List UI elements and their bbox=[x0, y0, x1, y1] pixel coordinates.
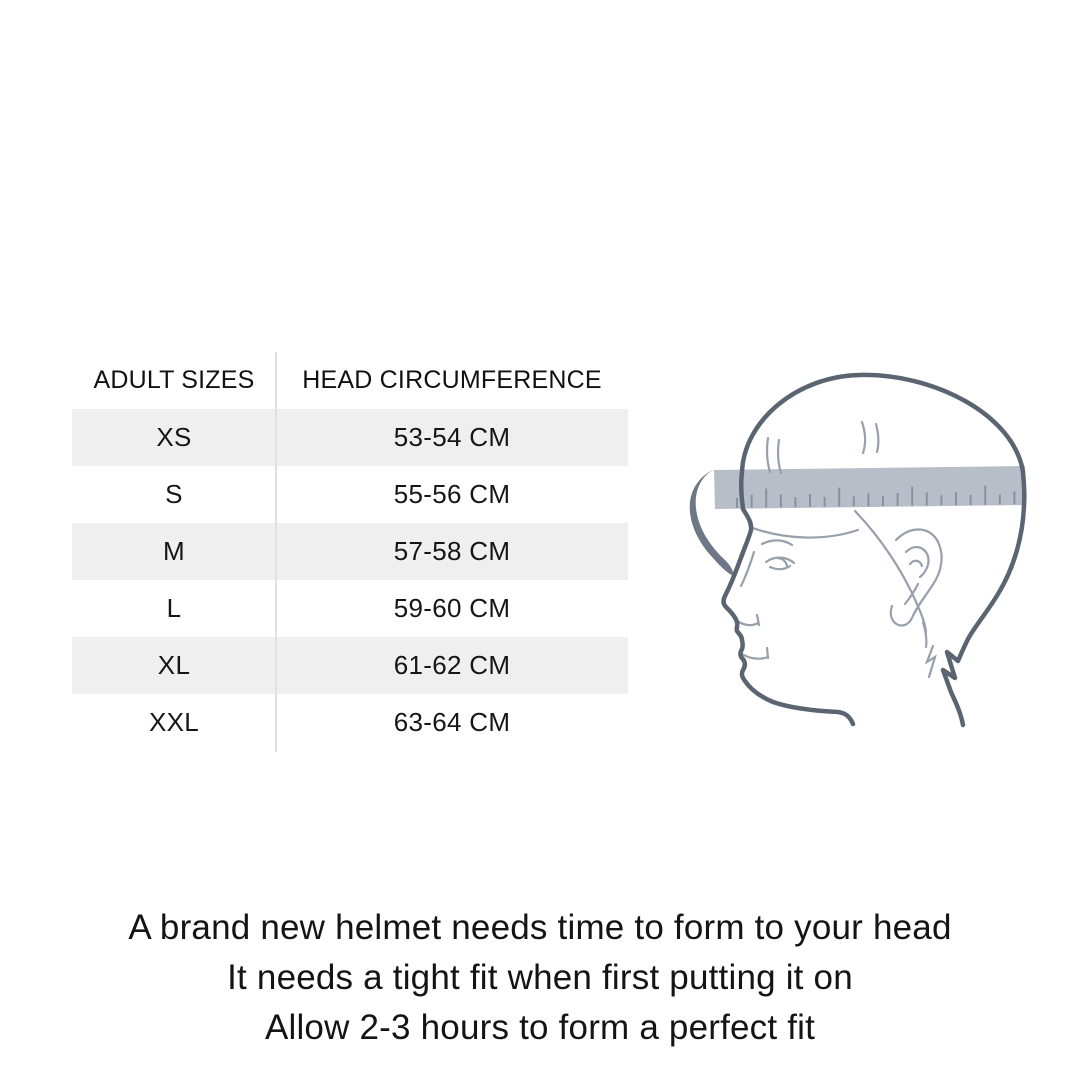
circumference-value: 63-64 CM bbox=[393, 707, 511, 737]
hair-strand bbox=[876, 424, 878, 452]
size-label: L bbox=[166, 593, 182, 623]
fringe bbox=[750, 527, 858, 538]
size-label: M bbox=[163, 536, 185, 566]
header-adult-sizes: ADULT SIZES bbox=[93, 366, 255, 394]
eyebrow bbox=[762, 540, 792, 545]
size-table bbox=[72, 352, 628, 751]
table-column-divider bbox=[275, 352, 277, 752]
head-outline bbox=[724, 375, 1025, 725]
footer-line: It needs a tight fit when first putting it on bbox=[227, 958, 853, 997]
header-head-circumference: HEAD CIRCUMFERENCE bbox=[302, 366, 602, 394]
circumference-value: 59-60 CM bbox=[393, 593, 511, 623]
ear-icon bbox=[891, 530, 942, 626]
circumference-value: 57-58 CM bbox=[393, 536, 511, 566]
table-row bbox=[72, 694, 628, 751]
measuring-tape-icon bbox=[714, 466, 1026, 509]
table-row bbox=[72, 466, 628, 523]
table-header-row bbox=[72, 352, 628, 409]
footer-line: Allow 2-3 hours to form a perfect fit bbox=[264, 1008, 816, 1047]
nostril-line bbox=[739, 615, 759, 625]
face-features bbox=[739, 422, 942, 677]
ear-inner bbox=[910, 561, 922, 566]
table-row bbox=[72, 580, 628, 637]
footer-note bbox=[0, 903, 1080, 1053]
footer-line: A brand new helmet needs time to form to your head bbox=[128, 908, 952, 947]
table-row bbox=[72, 637, 628, 694]
size-label: S bbox=[165, 479, 183, 509]
circumference-value: 55-56 CM bbox=[393, 479, 511, 509]
table-row bbox=[72, 409, 628, 466]
head-profile-illustration bbox=[680, 360, 1080, 760]
hair-strand bbox=[778, 440, 781, 473]
mouth-line bbox=[742, 648, 768, 659]
hair-strand bbox=[767, 438, 770, 472]
size-label: XS bbox=[156, 422, 192, 452]
size-label: XL bbox=[157, 650, 191, 680]
circumference-value: 53-54 CM bbox=[393, 422, 511, 452]
nape-wisp bbox=[927, 646, 935, 677]
circumference-value: 61-62 CM bbox=[393, 650, 511, 680]
size-label: XXL bbox=[148, 707, 200, 737]
table-row bbox=[72, 523, 628, 580]
hair-strand bbox=[862, 422, 865, 453]
